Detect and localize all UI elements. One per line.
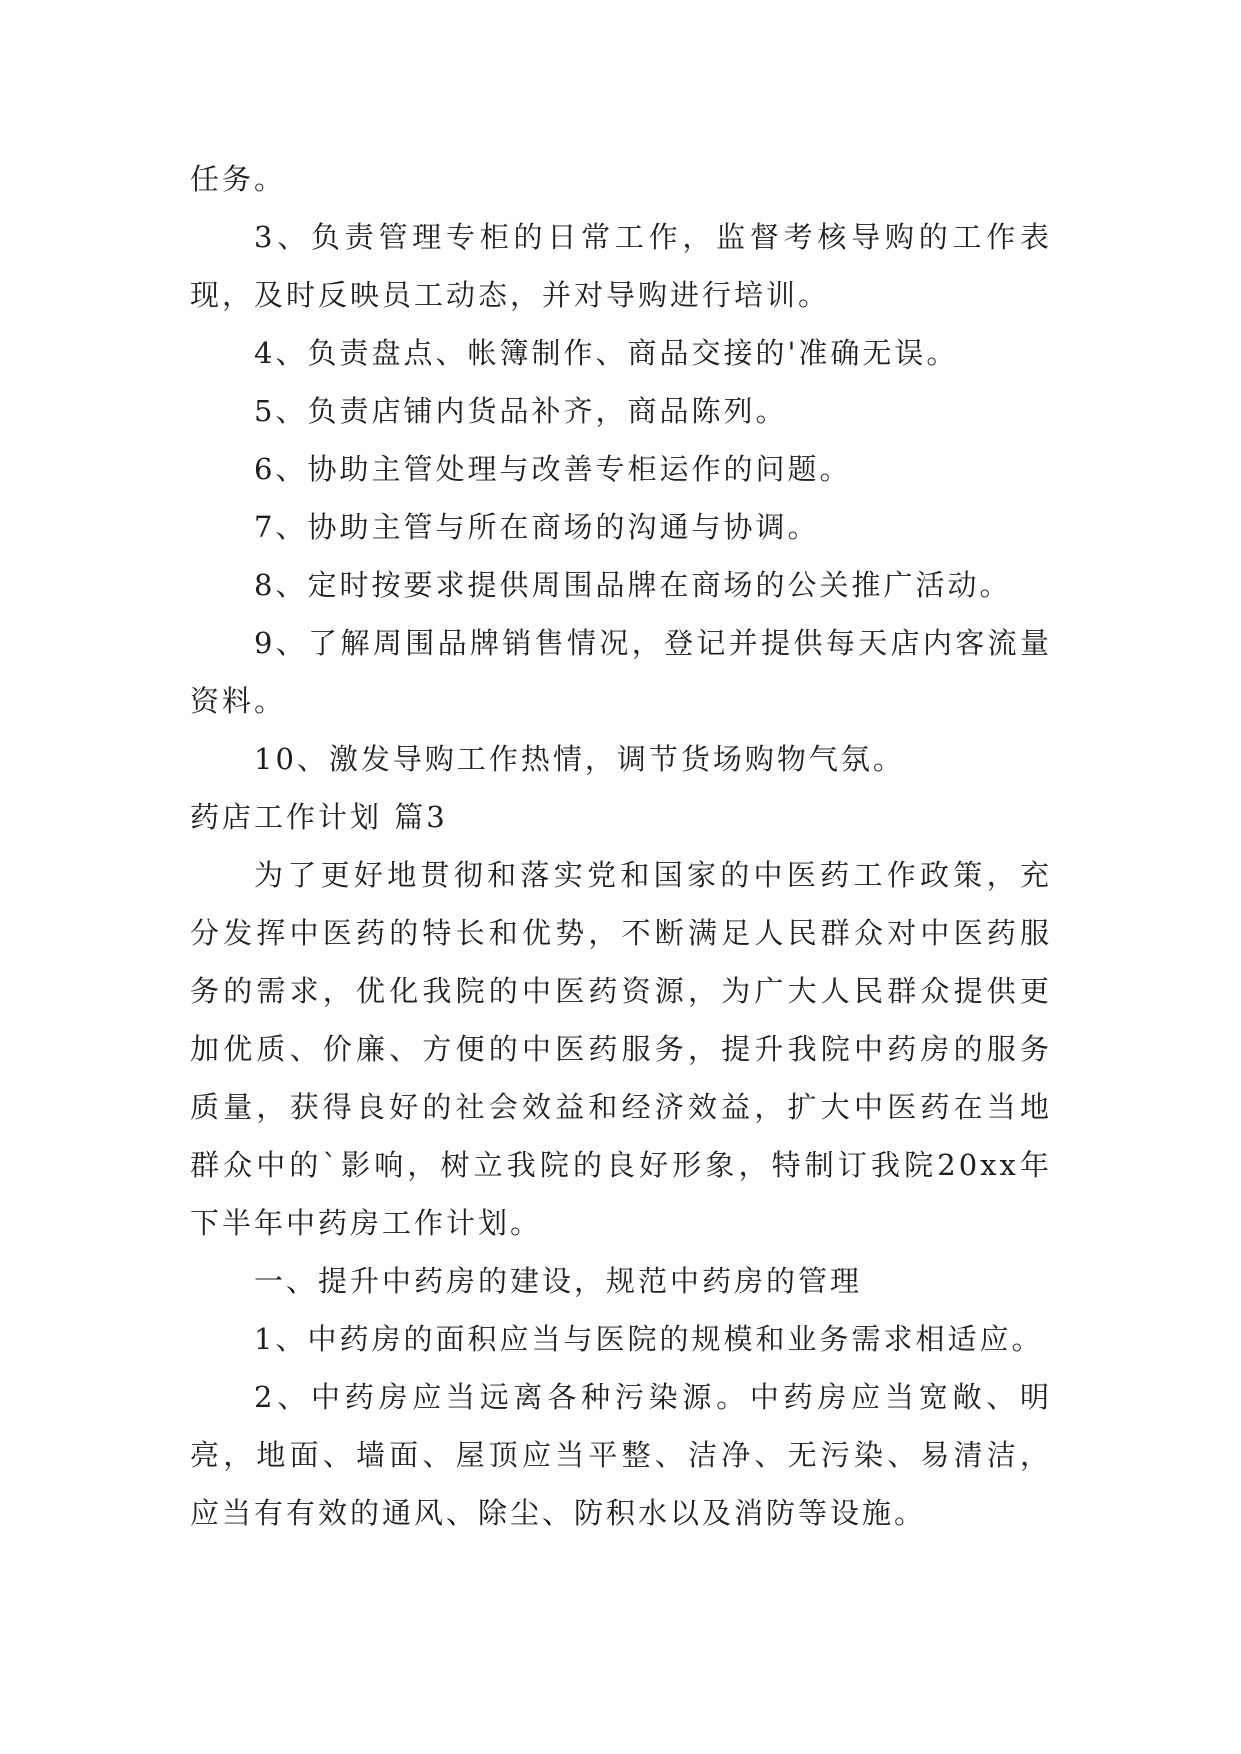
paragraph-4: 6、协助主管处理与改善专柜运作的问题。	[254, 452, 852, 486]
paragraph-0: 任务。	[190, 162, 287, 196]
document-body	[190, 150, 1052, 1542]
paragraph-11: 一、提升中药房的建设，规范中药房的管理	[254, 1264, 863, 1298]
paragraph-7: 9、了解周围品牌销售情况，登记并提供每天店内客流量资料。	[190, 626, 1052, 718]
paragraph-2: 4、负责盘点、帐簿制作、商品交接的'准确无误。	[254, 336, 959, 370]
paragraph-3: 5、负责店铺内货品补齐，商品陈列。	[254, 394, 788, 428]
paragraph-6: 8、定时按要求提供周围品牌在商场的公关推广活动。	[254, 568, 1012, 602]
paragraph-1: 3、负责管理专柜的日常工作，监督考核导购的工作表现，及时反映员工动态，并对导购进行培训。	[190, 220, 1052, 312]
paragraph-5: 7、协助主管与所在商场的沟通与协调。	[254, 510, 820, 544]
section-heading: 药店工作计划 篇3	[190, 800, 448, 834]
paragraph-12: 1、中药房的面积应当与医院的规模和业务需求相适应。	[254, 1322, 1044, 1356]
paragraph-8: 10、激发导购工作热情，调节货场购物气氛。	[254, 742, 905, 776]
paragraph-13: 2、中药房应当远离各种污染源。中药房应当宽敞、明亮，地面、墙面、屋顶应当平整、洁净、无污染、易清洁，应当有有效的通风、除尘、防积水以及消防等设施。	[190, 1380, 1052, 1530]
paragraph-10: 为了更好地贯彻和落实党和国家的中医药工作政策，充分发挥中医药的特长和优势，不断满足人民群众对中医药服务的需求，优化我院的中医药资源，为广大人民群众提供更加优质、价廉、方便的中医药服务，提升我院中药房的服务质量，获得良好的社会效益和经济效益，扩大中医药在当地群众中的`影响，树立我院的良好形象，特制订我院20xx年下半年中药房工作计划。	[190, 858, 1052, 1240]
